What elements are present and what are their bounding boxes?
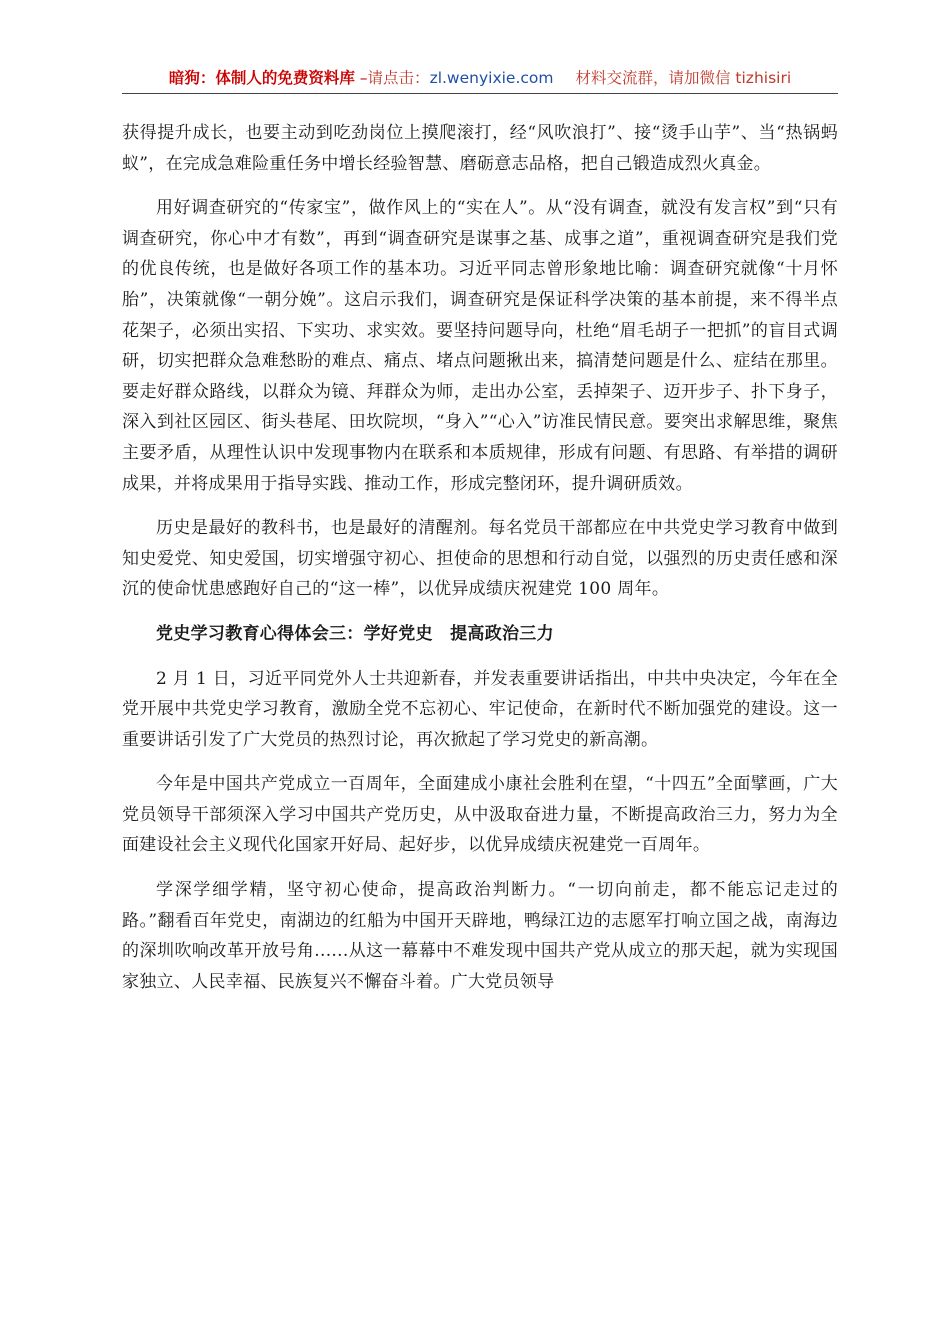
header-contact: 材料交流群，请加微信 tizhisiri bbox=[575, 69, 792, 87]
paragraph: 2 月 1 日，习近平同党外人士共迎新春，并发表重要讲话指出，中共中央决定，今年在全党开展中共党史学习教育，激励全党不忘初心、牢记使命，在新时代不断加强党的建设。这一重要讲话引发了广大党员的热烈讨论，再次掀起了学习党史的新高潮。 bbox=[122, 668, 838, 750]
document-body bbox=[122, 118, 838, 997]
paragraph: 学深学细学精，坚守初心使命，提高政治判断力。“一切向前走，都不能忘记走过的路。”翻看百年党史，南湖边的红船为中国开天辟地，鸭绿江边的志愿军打响立国之战，南海边的深圳吹响改革开放号角......从这一幕幕中不难发现中国共产党从成立的那天起，就为实现国家独立、人民幸福、民族复兴不懈奋斗着。广大党员领导 bbox=[122, 880, 838, 992]
paragraph: 用好调查研究的“传家宝”，做作风上的“实在人”。从“没有调查，就没有发言权”到“只有调查研究，你心中才有数”，再到“调查研究是谋事之基、成事之道”，重视调查研究是我们党的优良传统，也是做好各项工作的基本功。习近平同志曾形象地比喻：调查研究就像“十月怀胎”，决策就像“一朝分娩”。这启示我们，调查研究是保证科学决策的基本前提，来不得半点花架子，必须出实招、下实功、求实效。要坚持问题导向，杜绝“眉毛胡子一把抓”的盲目式调研，切实把群众急难愁盼的难点、痛点、堵点问题揪出来，搞清楚问题是什么、症结在那里。要走好群众路线，以群众为镜、拜群众为师，走出办公室，丢掉架子、迈开步子、扑下身子，深入到社区园区、街头巷尾、田坎院坝，“身入”“心入”访准民情民意。要突出求解思维，聚焦主要矛盾，从理性认识中发现事物内在联系和本质规律，形成有问题、有思路、有举措的调研成果，并将成果用于指导实践、推动工作，形成完整闭环，提升调研质效。 bbox=[122, 198, 838, 494]
header-brand: 暗狗：体制人的免费资料库 bbox=[168, 69, 355, 87]
paragraph: 获得提升成长，也要主动到吃劲岗位上摸爬滚打，经“风吹浪打”、接“烫手山芋”、当“热锅蚂蚁”，在完成急难险重任务中增长经验智慧、磨砺意志品格，把自己锻造成烈火真金。 bbox=[122, 123, 838, 174]
header-link[interactable]: zl.wenyixie.com bbox=[429, 69, 554, 87]
header-click-label: 请点击： bbox=[367, 69, 430, 87]
page-header bbox=[122, 62, 838, 94]
header-rule bbox=[122, 93, 838, 94]
paragraph: 今年是中国共产党成立一百周年，全面建成小康社会胜利在望，“十四五”全面擘画，广大党员领导干部须深入学习中国共产党历史，从中汲取奋进力量，不断提高政治三力，努力为全面建设社会主义现代化国家开好局、起好步，以优异成绩庆祝建党一百周年。 bbox=[122, 774, 838, 856]
paragraph: 历史是最好的教科书，也是最好的清醒剂。每名党员干部都应在中共党史学习教育中做到知史爱党、知史爱国，切实增强守初心、担使命的思想和行动自觉，以强烈的历史责任感和深沉的使命忧患感跑好自己的“这一棒”，以优异成绩庆祝建党 100 周年。 bbox=[122, 518, 838, 600]
header-separator: – bbox=[354, 69, 368, 87]
section-heading: 党史学习教育心得体会三：学好党史 提高政治三力 bbox=[156, 623, 554, 644]
